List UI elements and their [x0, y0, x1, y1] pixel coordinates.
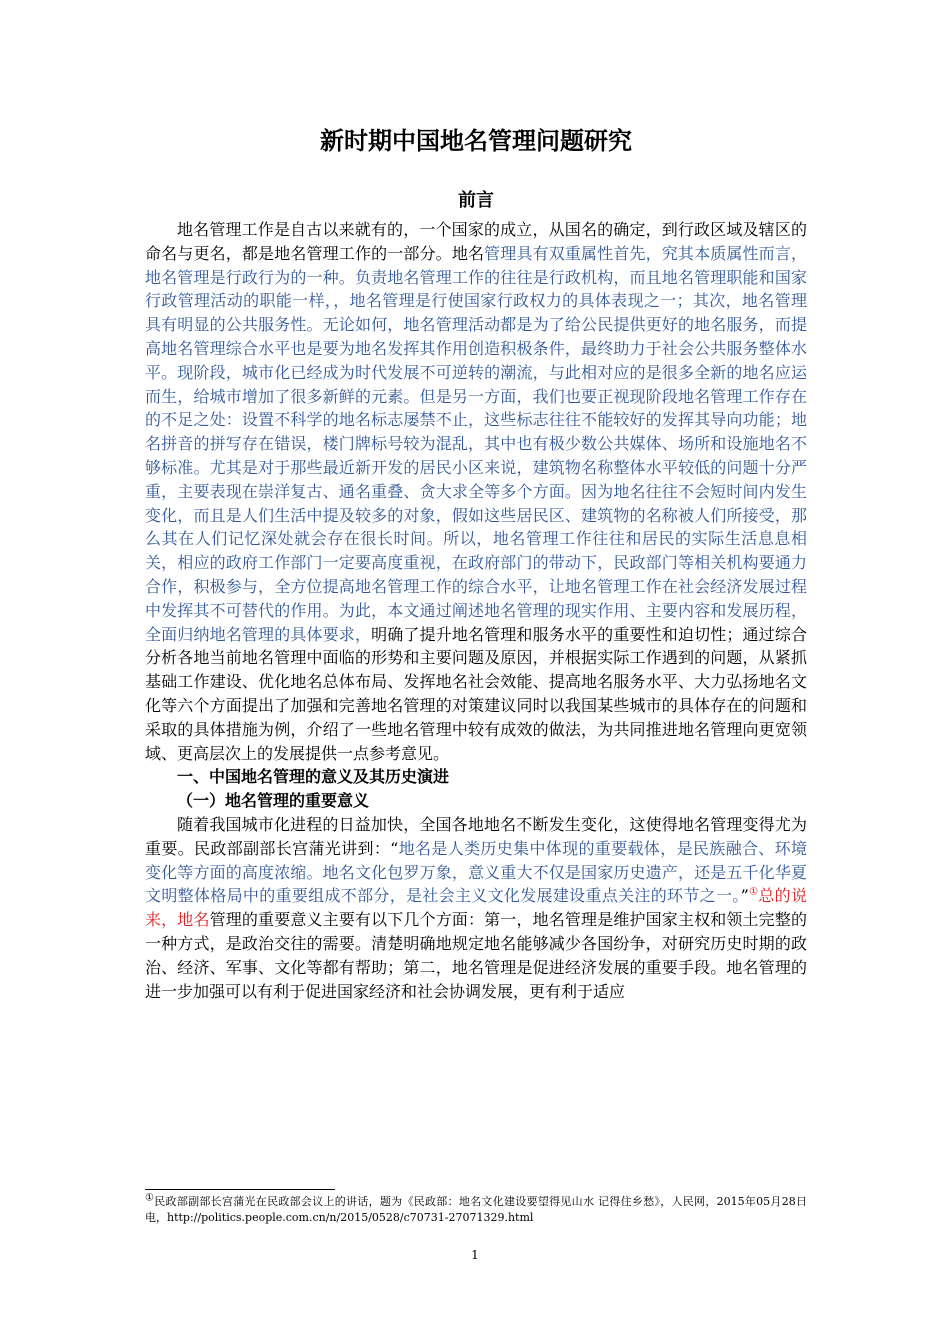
section-heading: 一、中国地名管理的意义及其历史演进	[177, 767, 450, 787]
document-title: 新时期中国地名管理问题研究	[320, 127, 632, 155]
footnote-reference[interactable]: ①	[748, 886, 759, 898]
footnote-mark: ①	[145, 1192, 155, 1204]
significance-text-body: 管理的重要意义主要有以下几个方面：第一，地名管理是维护国家主权和领土完整的一种方式，是政治交往的需要。清楚明确地规定地名能够减少各国纷争，对研究历史时期的政治、经济、军事、文化等都有帮助；第二，地名管理是促进经济发展的重要手段。地名管理的进一步加强可以有利于促进国家经济和社会协调发展，更有利于适应	[145, 910, 807, 1001]
document-page	[145, 118, 807, 1003]
preface-heading: 前言	[458, 190, 494, 211]
subsection-heading: （一）地名管理的重要意义	[177, 791, 370, 811]
footnote-text: 民政部副部长宫蒲光在民政部会议上的讲话，题为《民政部：地名文化建设要望得见山水 记得住乡愁》，人民网，2015年05月28日电，http://politics.people.com.cn/n/2015/0528/c70731-27071329.html	[145, 1195, 807, 1224]
quote-text: 地名是人类历史集中体现的重要载体，是民族融合、环境变化等方面的高度浓缩。地名文化包罗万象，意义重大不仅是国家历史遗产，还是五千化华夏文明整体格局中的重要组成不部分，是社会主义文化发展建设重点关注的环节之一。	[145, 838, 807, 906]
footnote	[145, 1194, 807, 1226]
preface-text-black: 地名管理工作是自古以来就有的，一个国家的成立，从国名的确定，到行政区域及辖区的命名与更名，都是地名管理工作的一部分。地名	[145, 220, 807, 263]
quote-close: ”	[740, 886, 749, 906]
footnote-separator	[145, 1189, 335, 1190]
preface-text-black-end: 明确了提升地名管理和服务水平的重要性和迫切性；通过综合分析各地当前地名管理中面临的形势和主要问题及原因，并根据实际工作遇到的问题，从紧抓基础工作建设、优化地名总体布局、发挥地名社会效能、提高地名服务水平、大力弘扬地名文化等六个方面提出了加强和完善地名管理的对策建议同时以我国某些城市的具体存在的问题和采取的具体措施为例，介绍了一些地名管理中较有成效的做法，为共同推进地名管理向更宽领域、更高层次上的发展提供一点参考意见。	[145, 624, 807, 763]
page-number: 1	[471, 1248, 479, 1262]
significance-text-intro: 随着我国城市化进程的日益加快，全国各地地名不断发生变化，这使得地名管理变得尤为重要。民政部副部长宫蒲光讲到：“	[145, 814, 807, 858]
summary-text-red: 总的说来，地名	[145, 886, 807, 930]
significance-paragraph	[145, 813, 807, 1003]
preface-text-blue: 管理具有双重属性首先，究其本质属性而言，地名管理是行政行为的一种。负责地名管理工作的往往是行政机构，而且地名管理职能和国家行政管理活动的职能一样，，地名管理是行使国家行政权力的具体表现之一；其次，地名管理具有明显的公共服务性。无论如何，地名管理活动都是为了给公民提供更好的地名服务，而提高地名管理综合水平也是要为地名发挥其作用创造积极条件，最终助力于社会公共服务整体水平。现阶段，城市化已经成为时代发展不可逆转的潮流，与此相对应的是很多全新的地名应运而生，给城市增加了很多新鲜的元素。但是另一方面，我们也要正视现阶段地名管理工作存在的不足之处：设置不科学的地名标志屡禁不止，这些标志往往不能较好的发挥其导向功能；地名拼音的拼写存在错误，楼门牌标号较为混乱，其中也有极少数公共媒体、场所和设施地名不够标准。尤其是对于那些最近新开发的居民小区来说，建筑物名称整体水平较低的问题十分严重，主要表现在崇洋复古、通名重叠、贪大求全等多个方面。因为地名往往不会短时间内发生变化，而且是人们生活中提及较多的对象，假如这些居民区、建筑物的名称被人们所接受，那么其在人们记忆深处就会存在很长时间。所以，地名管理工作往往和居民的实际生活息息相关，相应的政府工作部门一定要高度重视，在政府部门的带动下，民政部门等相关机构要通力合作，积极参与，全方位提高地名管理工作的综合水平，让地名管理工作在社会经济发展过程中发挥其不可替代的作用。为此，本文通过阐述地名管理的现实作用、主要内容和发展历程，全面归纳地名管理的具体要求，	[145, 243, 807, 644]
preface-paragraph	[145, 218, 807, 765]
